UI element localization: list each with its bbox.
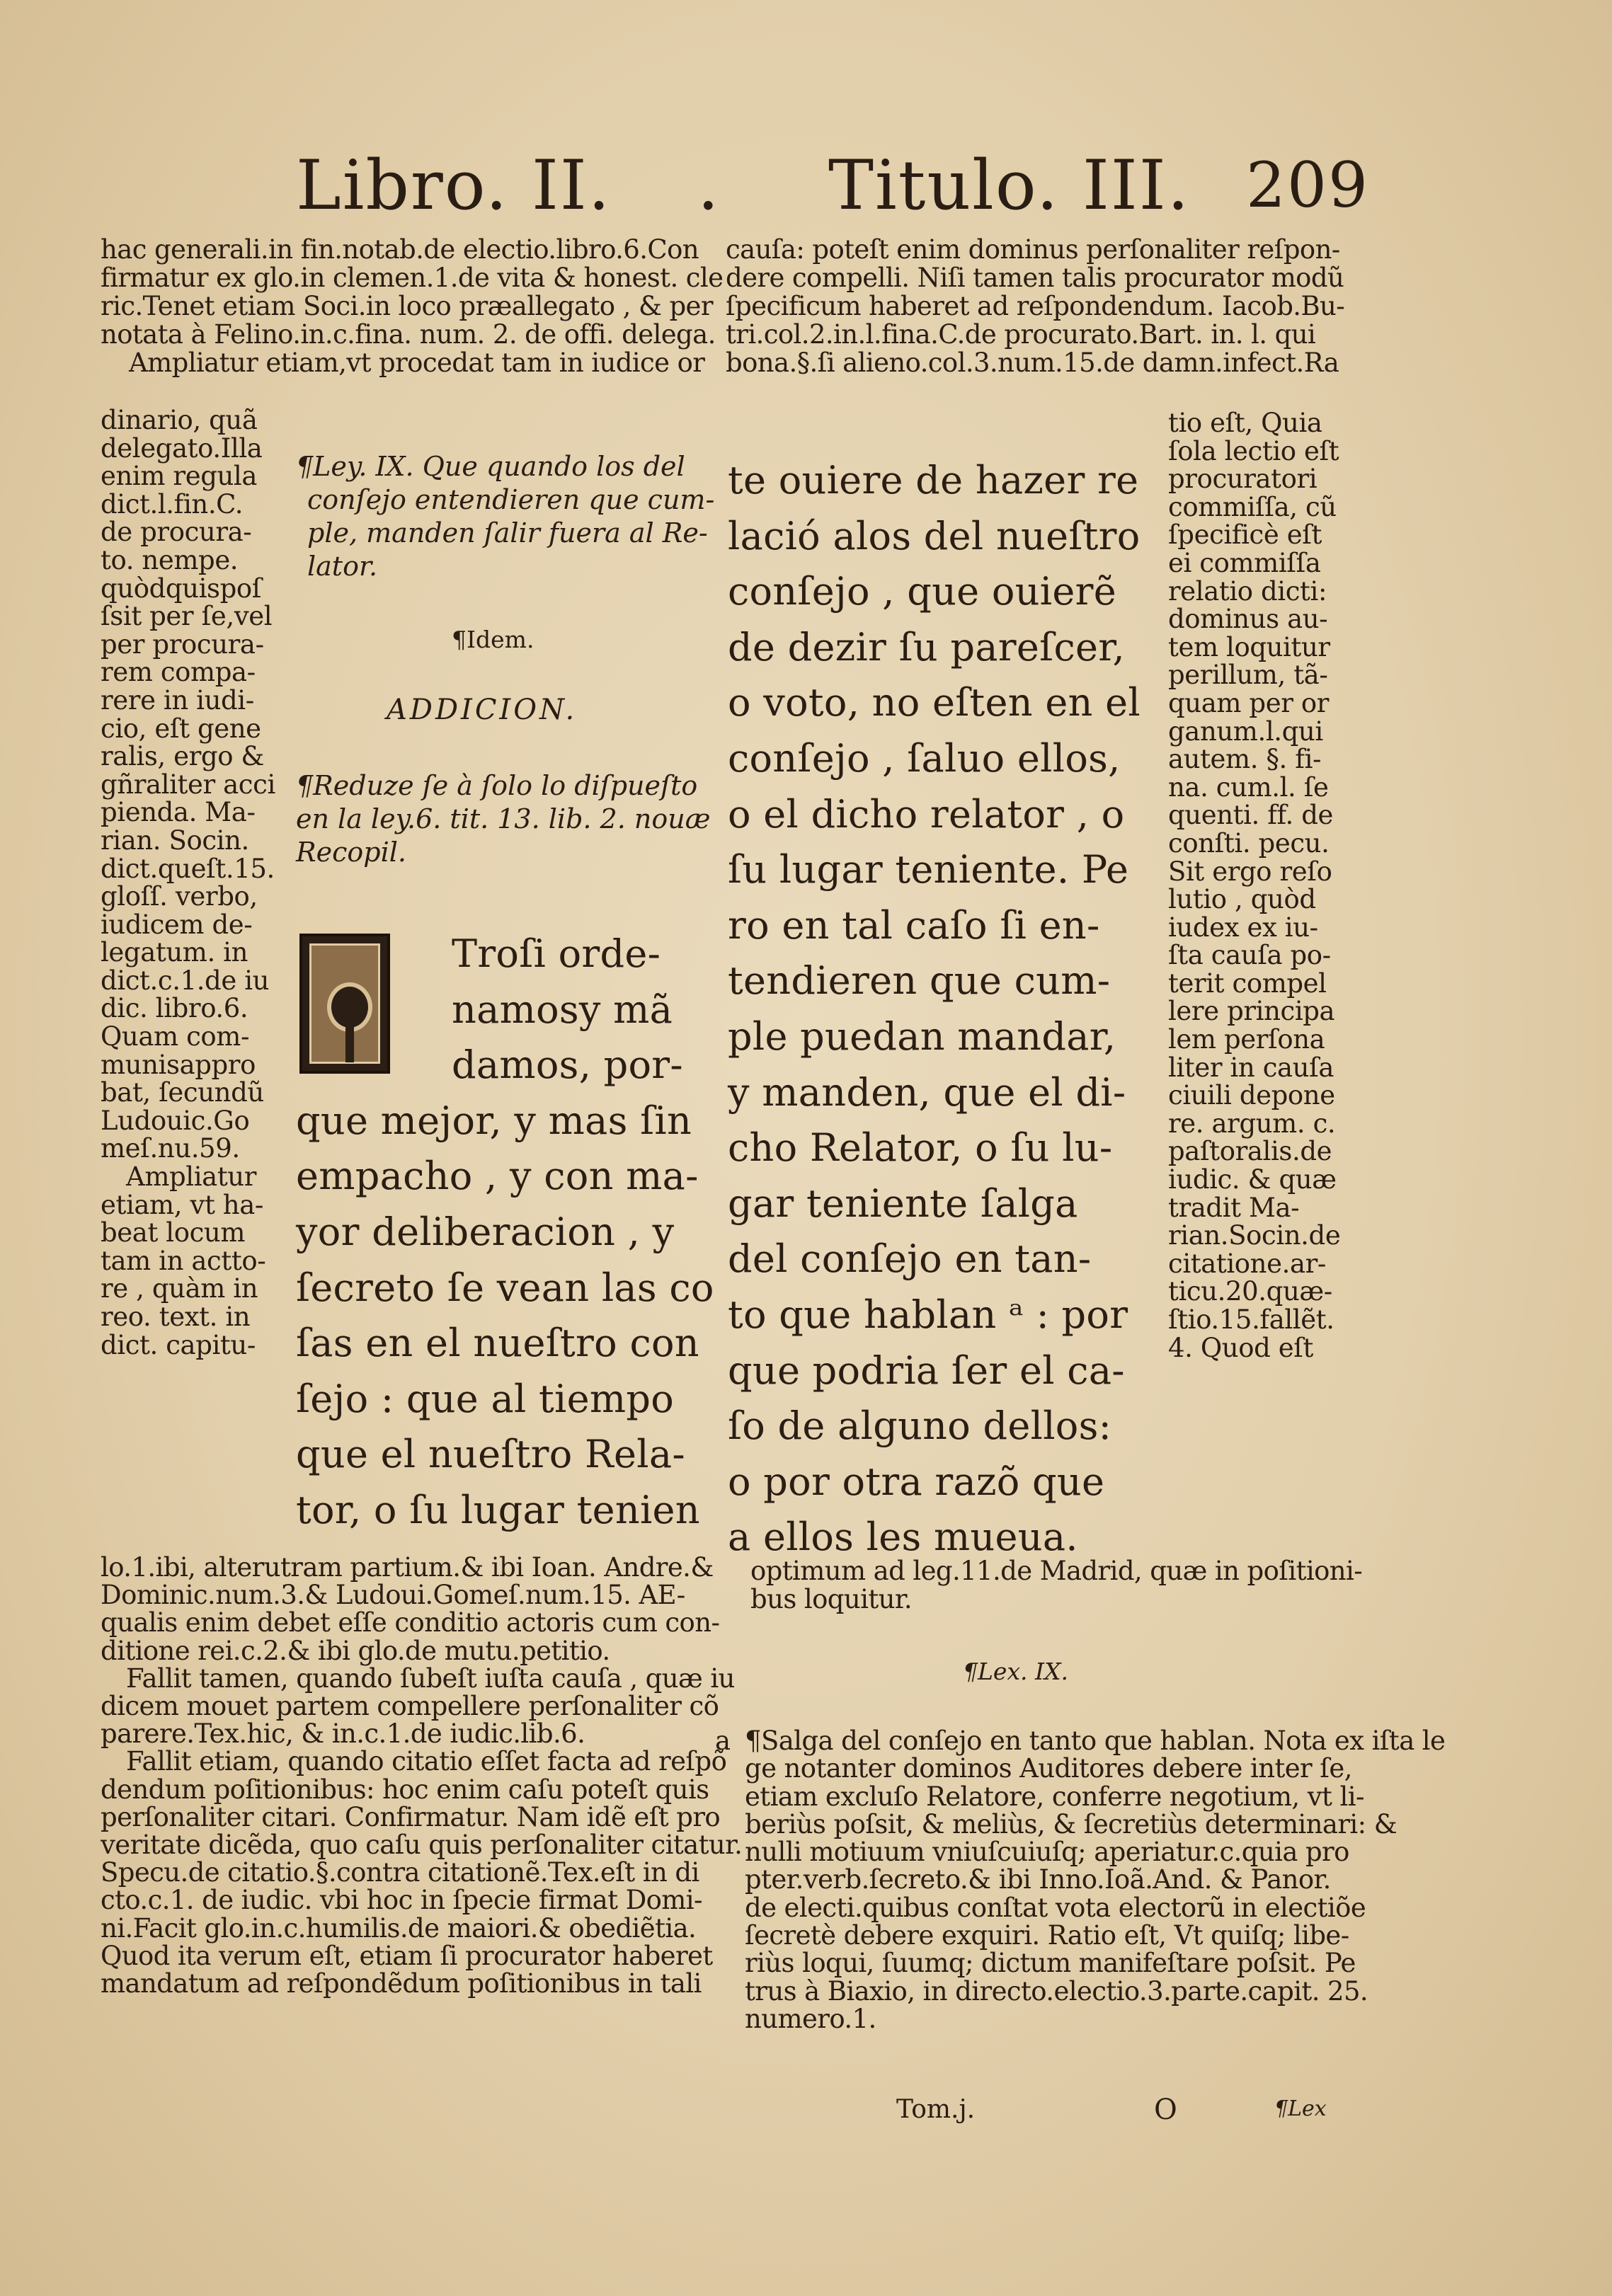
text-line: mandatum ad reſpondẽdum poſitionibus in tali — [101, 1968, 702, 1999]
text-line: dere compelli. Niſi tamen talis procurator modũ — [726, 263, 1344, 293]
text-line: o el dicho relator , o — [728, 791, 1125, 837]
text-line: ge notanter dominos Auditores debere inter ſe, — [745, 1753, 1352, 1784]
text-line: de procura- — [101, 517, 252, 548]
left-top-commentary — [101, 234, 724, 378]
text-line: numero.1. — [745, 2003, 876, 2034]
text-line: en la ley.6. tit. 13. lib. 2. nouæ — [296, 803, 711, 834]
text-line: Quod ita verum eſt, etiam ſi procurator haberet — [101, 1940, 713, 1971]
text-line: namosy mã — [452, 987, 673, 1032]
text-line: ſejo : que al tiempo — [296, 1376, 675, 1421]
text-line: damos, por- — [452, 1043, 683, 1088]
left-margin-gloss — [101, 405, 275, 1360]
text-line: to. nempe. — [101, 544, 239, 575]
text-line: reo. text. in — [101, 1302, 251, 1332]
text-line: delegato.Illa — [101, 432, 263, 464]
text-line: parere.Tex.hic, & in.c.1.de iudic.lib.6. — [101, 1718, 585, 1750]
text-line: firmatur ex glo.in clemen.1.de vita & honest. cle — [101, 263, 724, 293]
text-line: paſtoralis.de — [1168, 1136, 1332, 1167]
header-dot: . — [697, 146, 721, 225]
text-line: ro en tal caſo ſi en- — [728, 902, 1100, 948]
text-line: legatum. in — [101, 937, 248, 968]
text-line: liter in cauſa — [1168, 1052, 1334, 1083]
text-line: Ampliatur — [126, 1161, 257, 1193]
header-libro: Libro. II. — [296, 146, 612, 225]
text-line: rian. Socin. — [101, 825, 249, 856]
text-line: dinario, quã — [101, 405, 258, 435]
text-line: re , quàm in — [101, 1273, 258, 1304]
text-line: 4. Quod eſt — [1168, 1332, 1314, 1363]
text-line: dict.queſt.15. — [101, 853, 275, 884]
text-line: que mejor, y mas ſin — [296, 1098, 692, 1143]
text-line: iudicem de- — [101, 909, 253, 940]
text-line: bus loquitur. — [750, 1584, 913, 1614]
text-line: gar teniente ſalga — [728, 1181, 1078, 1226]
text-line: cho Relator, o ſu lu- — [728, 1125, 1113, 1171]
text-line: bat, ſecundũ — [101, 1077, 264, 1108]
text-line: tradit Ma- — [1168, 1192, 1300, 1223]
text-line: ſecretè debere exquiri. Ratio eſt, Vt quiſq; libe- — [745, 1920, 1349, 1951]
text-line: Specu.de citatio.§.contra citationẽ.Tex.eſt in di — [101, 1857, 699, 1888]
text-line: Recopil. — [296, 837, 406, 868]
text-line: iudex ex iu- — [1168, 912, 1318, 943]
text-line: de electi.quibus conſtat vota electorũ in electiõe — [745, 1892, 1366, 1923]
text-line: ſo de alguno dellos: — [728, 1404, 1112, 1449]
addicion-heading: ADDICION. — [387, 694, 578, 726]
text-line: per procura- — [101, 628, 264, 660]
text-line: ſas en el nueſtro con — [296, 1321, 699, 1366]
lex-note — [745, 1726, 1446, 2034]
right-margin-gloss — [1168, 409, 1345, 1362]
text-line: tam in actto- — [101, 1245, 266, 1276]
text-line: Sit ergo reſo — [1168, 856, 1332, 887]
text-line: enim regula — [101, 461, 257, 492]
text-line: autem. §. fi- — [1168, 744, 1322, 775]
text-line: cio, eſt gene — [101, 713, 261, 744]
text-line: dict.c.1.de iu — [101, 965, 270, 996]
text-line: o por otra razõ que — [728, 1459, 1105, 1504]
text-line: cauſa: poteſt enim dominus perſonaliter reſpon- — [726, 234, 1340, 265]
text-line: etiam, vt ha- — [101, 1189, 263, 1220]
text-line: pienda. Ma- — [101, 797, 256, 828]
text-line: del conſejo en tan- — [728, 1236, 1092, 1282]
text-line: tor, o ſu lugar tenien — [296, 1487, 700, 1532]
text-line: gñraliter acci — [101, 769, 275, 800]
text-line: o voto, no eſten en el — [728, 680, 1141, 725]
text-line: Ludouic.Go — [101, 1105, 250, 1136]
text-line: quòdquispoſ — [101, 573, 262, 604]
text-line: ¶Ley. IX. Que quando los del — [296, 451, 685, 482]
text-line: dict.l.fin.C. — [101, 488, 244, 520]
footer-tom: Tom.j. — [896, 2095, 976, 2124]
text-line: lació alos del nueſtro — [728, 513, 1141, 558]
text-line: ciuili depone — [1168, 1080, 1335, 1111]
text-line: rem compa- — [101, 657, 256, 688]
text-line: Fallit tamen, quando ſubeſt iuſta cauſa , quæ iu — [126, 1663, 735, 1694]
text-line: conſti. pecu. — [1168, 827, 1330, 859]
text-line: re. argum. c. — [1168, 1108, 1336, 1139]
ley-heading — [296, 450, 715, 583]
text-line: Dominic.num.3.& Ludoui.Gomeſ.num.15. AE- — [101, 1580, 685, 1611]
text-line: te ouiere de hazer re — [728, 458, 1139, 503]
text-line: ralis, ergo & — [101, 741, 264, 772]
text-line: dicem mouet partem compellere perſonaliter cõ — [101, 1691, 719, 1722]
text-line: beriùs poſsit, & meliùs, & ſecretiùs determinari: & — [745, 1808, 1397, 1839]
text-line: cto.c.1. de iudic. vbi hoc in ſpecie firmat Domi- — [101, 1885, 702, 1916]
footer-signature: O — [1154, 2094, 1177, 2126]
text-line: ditione rei.c.2.& ibi glo.de mutu.petitio. — [101, 1635, 610, 1666]
text-line: quam per or — [1168, 687, 1330, 718]
text-line: empacho , y con ma- — [296, 1154, 699, 1199]
right-after-commentary — [750, 1556, 1363, 1614]
text-line: pter.verb.ſecreto.& ibi Inno.Ioã.And. & Panor. — [745, 1864, 1331, 1895]
text-line: dominus au- — [1168, 604, 1328, 635]
text-line: ganum.l.qui — [1168, 716, 1323, 747]
text-line: trus à Biaxio, in directo.electio.3.parte.capit. 25. — [745, 1975, 1368, 2007]
text-line: tri.col.2.in.l.fina.C.de procurato.Bart. in. l. qui — [726, 319, 1316, 350]
text-line: terit compel — [1168, 968, 1327, 999]
text-line: ple, manden ſalir fuera al Re- — [307, 517, 708, 549]
text-line: ple puedan mandar, — [728, 1014, 1116, 1059]
text-line: tem loquitur — [1168, 631, 1330, 662]
note-marker: a — [715, 1726, 731, 1756]
text-line: conſejo , que ouierẽ — [728, 569, 1116, 614]
text-line: veritate dicẽda, quo caſu quis perſonaliter citatur. — [101, 1830, 743, 1861]
text-line: que podria ſer el ca- — [728, 1348, 1125, 1393]
header-titulo: Titulo. III. — [828, 146, 1191, 225]
text-line: Ampliatur etiam,vt procedat tam in iudice or — [129, 348, 705, 378]
text-line: beat locum — [101, 1217, 246, 1249]
page-number: 209 — [1246, 149, 1369, 222]
text-line: Fallit etiam, quando citatio eſſet facta ad reſpõ — [126, 1746, 727, 1777]
text-line: ſtio.15.fallẽt. — [1168, 1304, 1334, 1335]
text-line: perillum, tã- — [1168, 660, 1328, 691]
text-line: nulli motiuum vniuſcuiuſq; aperiatur.c.quia pro — [745, 1837, 1349, 1868]
text-line: procuratori — [1168, 464, 1317, 495]
text-line: rian.Socin.de — [1168, 1220, 1341, 1251]
text-line: optimum ad leg.11.de Madrid, quæ in poſitioni- — [750, 1556, 1363, 1586]
text-line: Troſi orde- — [452, 931, 661, 976]
text-line: ric.Tenet etiam Soci.in loco præallegato , & per — [101, 291, 713, 321]
text-line: rere in iudi- — [101, 684, 254, 716]
text-line: a ellos les mueua. — [728, 1515, 1078, 1560]
text-line: conſejo entendieren que cum- — [307, 484, 715, 515]
text-line: to que hablan ᵃ : por — [728, 1292, 1128, 1337]
text-line: ei commiſſa — [1168, 547, 1321, 578]
text-line: citatione.ar- — [1168, 1248, 1326, 1279]
text-line: perſonaliter citari. Confirmatur. Nam idẽ eſt pro — [101, 1801, 721, 1832]
text-line: dendum poſitionibus: hoc enim caſu poteſt quis — [101, 1774, 709, 1805]
idem-label: ¶Idem. — [452, 626, 535, 653]
text-line: hac generali.in fin.notab.de electio.libro.6.Con — [101, 234, 699, 265]
reduze-note — [296, 769, 711, 869]
text-line: ſpecificè eſt — [1168, 520, 1322, 551]
right-top-commentary — [726, 236, 1349, 377]
left-bottom-commentary — [101, 1552, 743, 1999]
text-line: iudic. & quæ — [1168, 1164, 1337, 1195]
text-line: ¶Salga del conſejo en tanto que hablan. Nota ex iſta le — [745, 1726, 1446, 1756]
text-line: tendieren que cum- — [728, 958, 1111, 1004]
text-line: quenti. ff. de — [1168, 800, 1334, 831]
text-line: riùs loqui, ſuumq; dictum manifeſtare poſsit. Pe — [745, 1948, 1356, 1979]
text-line: ſsit per ſe,vel — [101, 601, 273, 632]
text-line: bona.§.ſi alieno.col.3.num.15.de damn.infect.Ra — [726, 348, 1339, 378]
law-text-column-2 — [728, 453, 1145, 1566]
text-line: qualis enim debet eſſe conditio actoris cum con- — [101, 1607, 720, 1638]
text-line: etiam excluſo Relatore, conferre negotium, vt li- — [745, 1781, 1364, 1812]
text-line: Quam com- — [101, 1021, 250, 1052]
text-line: yor deliberacion , y — [296, 1209, 675, 1254]
text-line: ſola lectio eſt — [1168, 435, 1339, 466]
text-line: lere principa — [1168, 996, 1335, 1027]
footer-catchword: ¶Lex — [1274, 2096, 1327, 2121]
text-line: dict. capitu- — [101, 1329, 256, 1360]
text-line: lem perſona — [1168, 1024, 1325, 1055]
text-line: relatio dicti: — [1168, 575, 1327, 607]
text-line: dic. libro.6. — [101, 993, 248, 1024]
text-line: lutio , quòd — [1168, 884, 1316, 915]
text-line: ſpecificum haberet ad reſpondendum. Iacob.Bu- — [726, 291, 1345, 321]
text-line: ſu lugar teniente. Pe — [728, 847, 1129, 892]
text-line: munisappro — [101, 1049, 256, 1080]
text-line: lator. — [307, 551, 378, 582]
text-line: ni.Facit glo.in.c.humilis.de maiori.& obediẽtia. — [101, 1912, 697, 1944]
text-line: notata à Felino.in.c.fina. num. 2. de offi. delega. — [101, 319, 716, 350]
text-line: lo.1.ibi, alterutram partium.& ibi Ioan. Andre.& — [101, 1552, 714, 1583]
text-line: tio eſt, Quia — [1168, 408, 1322, 438]
text-line: gloſſ. verbo, — [101, 881, 258, 912]
text-line: ſecreto ſe vean las co — [296, 1265, 714, 1310]
lex-heading: ¶Lex. IX. — [963, 1658, 1069, 1685]
text-line: ticu.20.quæ- — [1168, 1276, 1332, 1307]
text-line: conſejo , ſaluo ellos, — [728, 735, 1121, 781]
text-line: commiſſa, cũ — [1168, 491, 1337, 522]
law-text-column-1 — [296, 926, 714, 1539]
text-line: ſta cauſa po- — [1168, 940, 1331, 971]
text-line: de dezir ſu pareſcer, — [728, 624, 1125, 670]
text-line: que el nueſtro Rela- — [296, 1432, 685, 1477]
text-line: na. cum.l. ſe — [1168, 771, 1329, 803]
text-line: ¶Reduze ſe à ſolo lo diſpueſto — [296, 770, 698, 801]
text-line: meſ.nu.59. — [101, 1133, 240, 1164]
text-line: y manden, que el di- — [728, 1069, 1126, 1115]
